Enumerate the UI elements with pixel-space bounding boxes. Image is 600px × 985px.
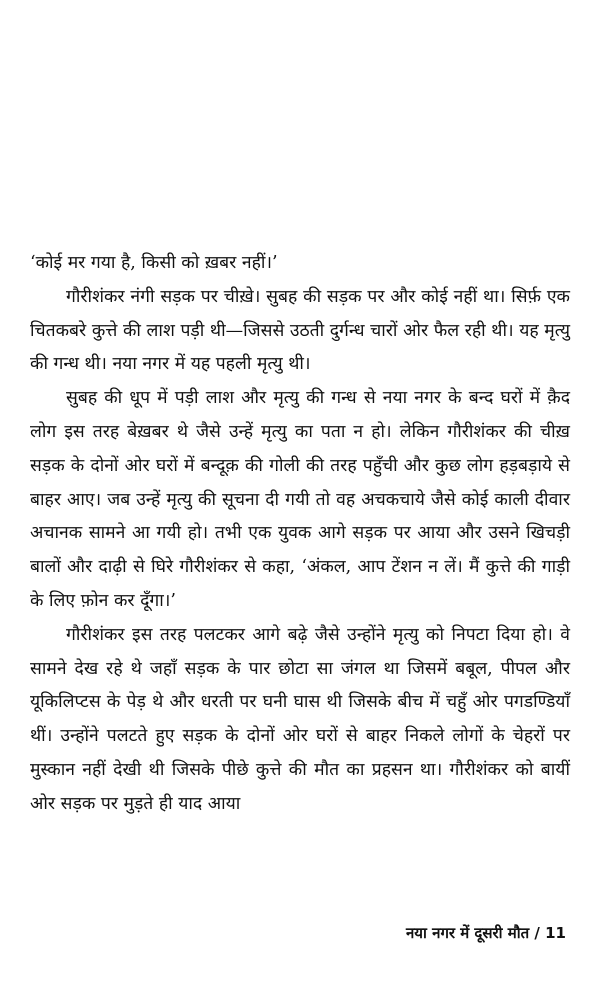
paragraph-morning-sun: सुबह की धूप में पड़ी लाश और मृत्यु की गन्ध से नया नगर के बन्द घरों में क़ैद लोग इस तरह बेख़बर थे जैसे उन्हें मृत्यु का पता न हो। लेकिन गौरीशंकर की चीख़ सड़क के दोनों ओर घरों में बन्दूक़ की गोली की तरह पहुँची और कुछ लोग हड़बड़ाये से बाहर आए। जब उन्हें मृत्यु की सूचना दी गयी तो वह अचकचाये जैसे कोई काली दीवार अचानक सामने आ गयी हो। तभी एक युवक आगे सड़क पर आया और उसने खिचड़ी बालों और दाढ़ी से घिरे गौरीशंकर से कहा, ‘अंकल, आप टेंशन न लें। मैं कुत्ते की गाड़ी के लिए फ़ोन कर दूँगा।’: [30, 388, 570, 611]
body-text: [30, 247, 570, 822]
paragraph-turning-back: गौरीशंकर इस तरह पलटकर आगे बढ़े जैसे उन्होंने मृत्यु को निपटा दिया हो। वे सामने देख रहे थे जहाँ सड़क के पार छोटा सा जंगल था जिसमें बबूल, पीपल और यूकिलिप्टस के पेड़ थे और धरती पर घनी घास थी जिसके बीच में चहुँ ओर पगडण्डियाँ थीं। उन्होंने पलटते हुए सड़क के दोनों ओर घरों से बाहर निकले लोगों के चेहरों पर मुस्कान नहीं देखी थी जिसके पीछे कुत्ते की मौत का प्रहसन था। गौरीशंकर को बायीं ओर सड़क पर मुड़ते ही याद आया: [30, 624, 570, 814]
paragraph-opening-quote: ‘कोई मर गया है, किसी को ख़बर नहीं।’: [30, 253, 278, 273]
paragraph-gaurishankar-scream: गौरीशंकर नंगी सड़क पर चीख़े। सुबह की सड़क पर और कोई नहीं था। सिर्फ़ एक चितकबरे कुत्ते की लाश पड़ी थी—जिससे उठती दुर्गन्ध चारों ओर फैल रही थी। यह मृत्यु की गन्ध थी। नया नगर में यह पहली मृत्यु थी।: [30, 286, 570, 375]
running-footer: नया नगर में दूसरी मौत / 11: [405, 924, 566, 942]
